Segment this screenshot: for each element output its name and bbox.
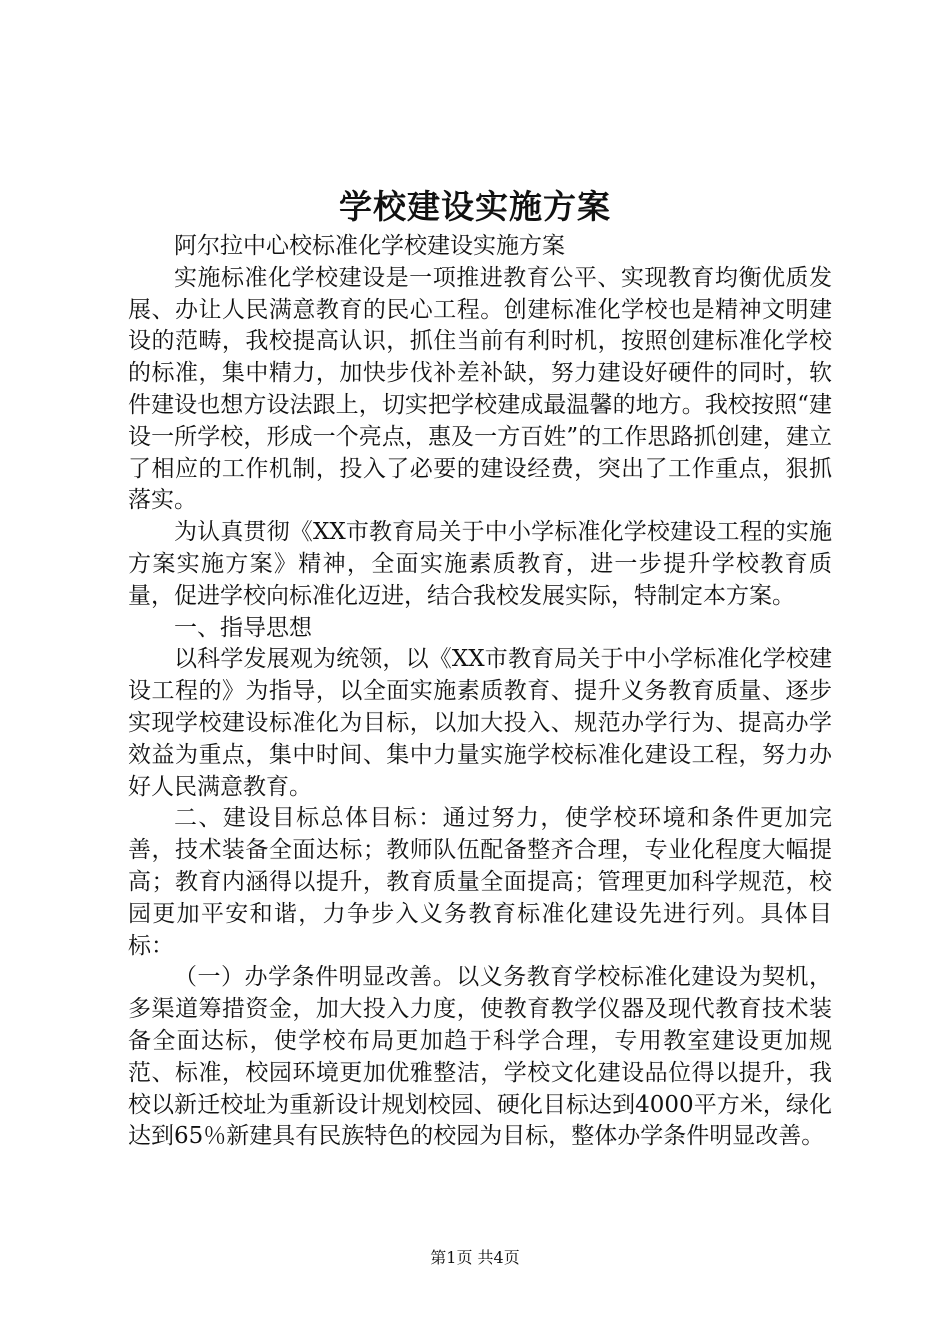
paragraph-subtitle: 阿尔拉中心校标准化学校建设实施方案 [174, 233, 565, 259]
paragraph-guiding-ideology: 以科学发展观为统领，以《XX市教育局关于中小学标准化学校建设工程的》为指导，以全面实施素质教育、提升义务教育质量、逐步实现学校建设标准化为目标，以加大投入、规范办学行为、提高办学效益为重点，集中时间、集中力量实施学校标准化建设工程，努力办好人民满意教育。 [128, 646, 832, 800]
paragraph-intro: 实施标准化学校建设是一项推进教育公平、实现教育均衡优质发展、办让人民满意教育的民心工程。创建标准化学校也是精神文明建设的范畴，我校提高认识，抓住当前有利时机，按照创建标准化学校的标准，集中精力，加快步伐补差补缺，努力建设好硬件的同时，软件建设也想方设法跟上，切实把学校建成最温馨的地方。我校按照“建设一所学校，形成一个亮点，惠及一方百姓”的工作思路抓创建，建立了相应的工作机制，投入了必要的建设经费，突出了工作重点，狠抓落实。 [128, 264, 832, 514]
page-footer: 第1页 共4页 [430, 1248, 520, 1267]
paragraph-construction-goals: 二、建设目标总体目标：通过努力，使学校环境和条件更加完善，技术装备全面达标；教师队伍配备整齐合理，专业化程度大幅提高；教育内涵得以提升，教育质量全面提高；管理更加科学规范，校园更加平安和谐，力争步入义务教育标准化建设先进行列。具体目标： [128, 805, 832, 959]
paragraph-purpose: 为认真贯彻《XX市教育局关于中小学标准化学校建设工程的实施方案实施方案》精神，全面实施素质教育，进一步提升学校教育质量，促进学校向标准化迈进，结合我校发展实际，特制定本方案。 [128, 519, 832, 609]
document-body [128, 231, 832, 1153]
document-title: 学校建设实施方案 [339, 187, 611, 226]
paragraph-conditions-improvement: （一）办学条件明显改善。以义务教育学校标准化建设为契机，多渠道筹措资金，加大投入力度，使教育教学仪器及现代教育技术装备全面达标，使学校布局更加趋于科学合理，专用教室建设更加规范、标准，校园环境更加优雅整洁，学校文化建设品位得以提升，我校以新迁校址为重新设计规划校园、硬化目标达到4000平方米，绿化达到65％新建具有民族特色的校园为目标，整体办学条件明显改善。 [128, 964, 832, 1150]
section-heading-guiding-ideology: 一、指导思想 [174, 614, 312, 641]
